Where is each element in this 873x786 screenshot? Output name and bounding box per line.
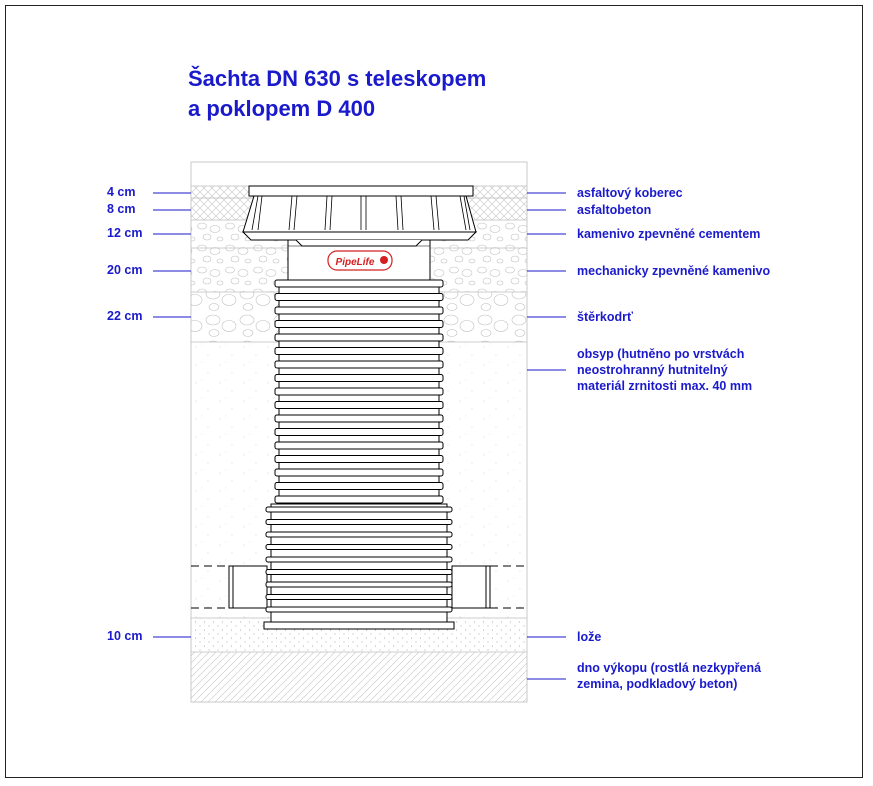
label-trench-bottom-line-1: dno výkopu (rostlá nezkypřená <box>577 661 762 675</box>
shaft-ring <box>275 348 443 355</box>
shaft-ring <box>266 545 452 550</box>
shaft-ring <box>275 456 443 463</box>
inlet-pipe-left <box>229 566 267 608</box>
shaft-ring <box>275 483 443 490</box>
dim-asphalt-course: 4 cm <box>107 185 136 199</box>
page-title <box>188 64 486 124</box>
shaft-ring <box>275 415 443 422</box>
shaft-ring <box>275 294 443 301</box>
shaft-base <box>264 622 454 629</box>
layer-trench-bottom <box>191 652 527 702</box>
label-mechanical-aggregate: mechanicky zpevněné kamenivo <box>577 264 771 278</box>
shaft-ring <box>275 388 443 395</box>
dim-cement-aggregate: 12 cm <box>107 226 143 240</box>
dim-asphalt-concrete: 8 cm <box>107 202 136 216</box>
label-asphalt-concrete: asfaltobeton <box>577 203 652 217</box>
shaft-ring <box>266 532 452 537</box>
title-line-2: a poklopem D 400 <box>188 96 376 121</box>
svg-text:PipeLife: PipeLife <box>335 257 375 268</box>
shaft-ring <box>275 496 443 503</box>
label-backfill-line-1: obsyp (hutněno po vrstvách <box>577 347 745 361</box>
dim-mechanical-aggregate: 20 cm <box>107 263 143 277</box>
shaft-ring <box>275 334 443 341</box>
shaft-ring <box>266 582 452 587</box>
dim-bedding: 10 cm <box>107 629 143 643</box>
label-backfill-line-3: materiál zrnitosti max. 40 mm <box>577 379 753 393</box>
dim-gravel: 22 cm <box>107 309 143 323</box>
shaft-ring <box>275 469 443 476</box>
label-cement-aggregate: kamenivo zpevněné cementem <box>577 227 761 241</box>
manhole-cover <box>243 186 476 246</box>
label-asphalt-course: asfaltový koberec <box>577 186 683 200</box>
shaft-ring <box>266 520 452 525</box>
corrugated-shaft <box>266 280 452 622</box>
shaft-ring <box>275 321 443 328</box>
shaft-ring <box>266 507 452 512</box>
shaft-ring <box>275 429 443 436</box>
shaft-ring <box>275 307 443 314</box>
shaft-ring <box>266 607 452 612</box>
label-trench-bottom-line-2: zemina, podkladový beton) <box>577 677 738 691</box>
pipelife-logo <box>328 251 392 270</box>
label-bedding: lože <box>577 630 602 644</box>
dimension-leaders <box>153 193 191 637</box>
label-leaders <box>527 193 566 679</box>
shaft-ring <box>275 375 443 382</box>
shaft-ring <box>266 595 452 600</box>
shaft-ring <box>275 361 443 368</box>
shaft-ring <box>266 570 452 575</box>
shaft-ring <box>275 280 443 287</box>
shaft-ring <box>266 557 452 562</box>
label-backfill-line-2: neostrohranný hutnitelný <box>577 363 728 377</box>
title-line-1: Šachta DN 630 s teleskopem <box>188 66 487 91</box>
shaft-ring <box>275 402 443 409</box>
label-backfill <box>577 346 752 394</box>
label-trench-bottom <box>577 660 761 692</box>
shaft-ring <box>275 442 443 449</box>
outlet-pipe-right <box>452 566 490 608</box>
label-gravel: štěrkodrť <box>577 310 634 324</box>
